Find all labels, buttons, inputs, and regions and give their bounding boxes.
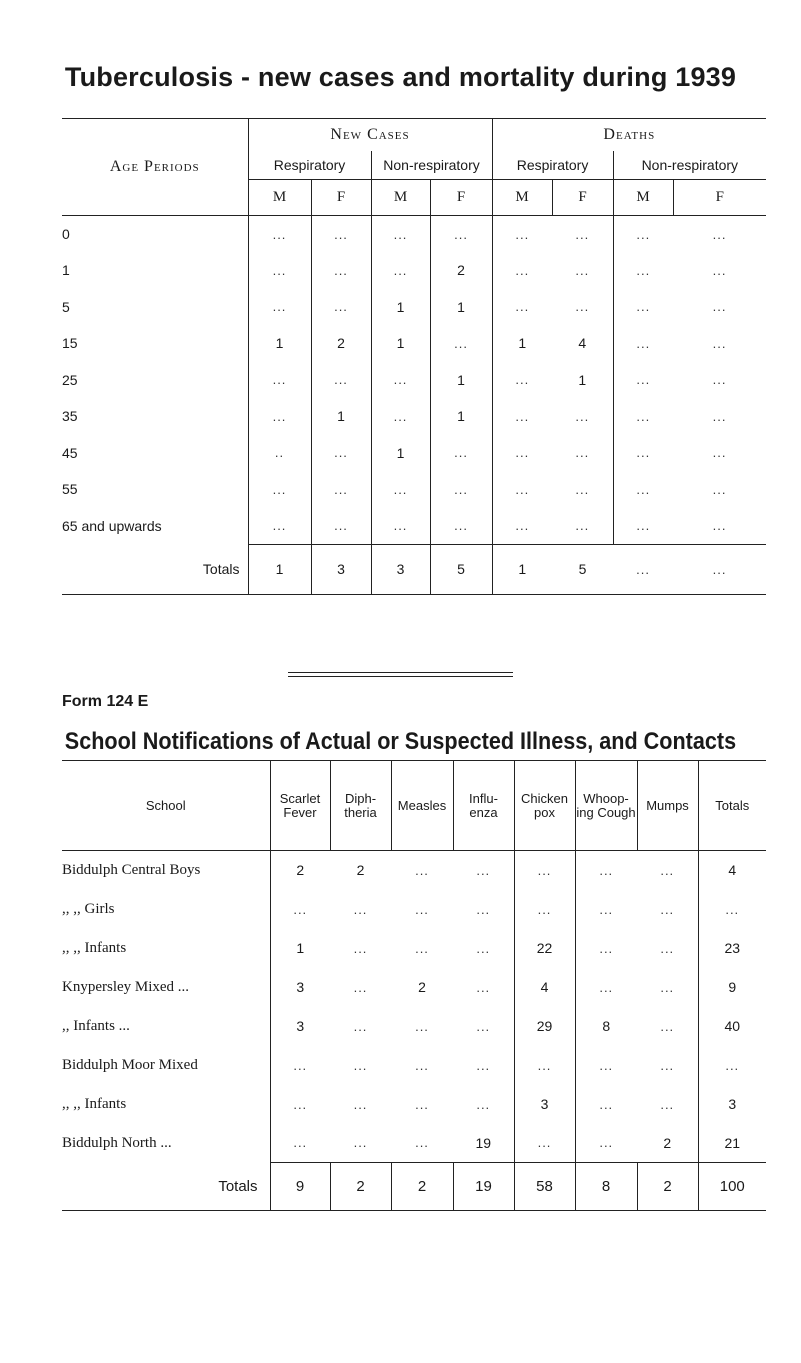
table-cell: ... bbox=[575, 1124, 637, 1163]
table-cell: ... bbox=[248, 216, 311, 253]
table-cell: ... bbox=[575, 968, 637, 1007]
age-period-label bbox=[62, 508, 248, 545]
table-cell: ... bbox=[430, 471, 492, 508]
sex-header: F bbox=[673, 180, 766, 216]
table-row bbox=[62, 252, 766, 289]
table-cell: ... bbox=[371, 362, 430, 399]
table-cell: ... bbox=[415, 1135, 429, 1151]
age-period-label bbox=[62, 325, 248, 362]
table-cell: 9 bbox=[698, 968, 766, 1007]
table-cell: ... bbox=[353, 979, 368, 995]
table-cell: 1 bbox=[430, 289, 492, 326]
age-period-label bbox=[62, 216, 248, 253]
age-period-text: 1 bbox=[62, 262, 70, 279]
total-cell: 58 bbox=[514, 1163, 575, 1211]
column-header: Measles bbox=[391, 761, 453, 851]
table-cell: ... bbox=[575, 481, 590, 497]
table-cell: ... bbox=[311, 471, 371, 508]
school-name: ,, ,, Girls bbox=[62, 900, 115, 917]
table-cell: ... bbox=[492, 289, 552, 326]
table-cell: 2 bbox=[430, 252, 492, 289]
table-cell: 1 bbox=[371, 289, 430, 326]
table-cell: 1 bbox=[578, 371, 587, 388]
table-cell: ... bbox=[492, 398, 552, 435]
table-cell: ... bbox=[492, 435, 552, 472]
age-period-label bbox=[62, 435, 248, 472]
table-cell: ... bbox=[712, 262, 727, 278]
total-cell: 1 bbox=[248, 544, 311, 594]
total-cell: 2 bbox=[637, 1163, 698, 1211]
tuberculosis-table bbox=[62, 118, 766, 595]
table-cell: ... bbox=[575, 518, 590, 533]
age-periods-header: Age Periods bbox=[62, 119, 248, 216]
table-cell: ... bbox=[514, 890, 575, 929]
table-cell: ... bbox=[712, 445, 727, 461]
table-cell: ... bbox=[575, 226, 590, 242]
table-cell: 1 bbox=[248, 325, 311, 362]
age-period-text: 65 and upwards bbox=[62, 517, 162, 534]
totals-label: Totals bbox=[62, 1163, 270, 1211]
total-cell: 19 bbox=[453, 1163, 514, 1211]
table-row bbox=[62, 1085, 766, 1124]
age-period-label bbox=[62, 471, 248, 508]
table-cell: 1 bbox=[371, 325, 430, 362]
table-cell: ... bbox=[613, 471, 673, 508]
age-period-text: 0 bbox=[62, 226, 70, 242]
table-cell: 29 bbox=[514, 1007, 575, 1046]
table-cell: ... bbox=[613, 508, 673, 545]
table-cell: ... bbox=[248, 252, 311, 289]
table-cell: 2 bbox=[663, 1134, 672, 1151]
total-cell: 2 bbox=[391, 1163, 453, 1211]
table-cell: 2 bbox=[311, 325, 371, 362]
table-cell: ... bbox=[311, 362, 371, 399]
table-cell: 1 bbox=[430, 362, 492, 399]
age-period-text: 5 bbox=[62, 298, 70, 315]
table-cell: 1 bbox=[492, 325, 552, 362]
column-header: Influ- enza bbox=[453, 761, 514, 851]
table-cell: ... bbox=[371, 471, 430, 508]
table-row bbox=[62, 289, 766, 326]
table-cell: 2 bbox=[270, 851, 330, 890]
table-row bbox=[62, 968, 766, 1007]
table-cell: ... bbox=[311, 216, 371, 253]
table-cell: ... bbox=[415, 1018, 429, 1034]
table-cell: 2 bbox=[356, 862, 365, 879]
separator-line bbox=[288, 672, 513, 673]
table-cell: ... bbox=[514, 851, 575, 890]
table-cell: 22 bbox=[514, 929, 575, 968]
age-period-text: 35 bbox=[62, 408, 78, 425]
sex-header: M bbox=[613, 180, 673, 216]
table-cell: ... bbox=[476, 1018, 491, 1034]
separator-line bbox=[288, 676, 513, 677]
table-cell: ... bbox=[712, 299, 727, 315]
table-row bbox=[62, 851, 766, 890]
age-period-label bbox=[62, 362, 248, 399]
table-cell: ... bbox=[492, 471, 552, 508]
school-name: ,, Infants ... bbox=[62, 1017, 130, 1034]
column-header: Chicken pox bbox=[514, 761, 575, 851]
column-header: Scarlet Fever bbox=[270, 761, 330, 851]
table-cell: ... bbox=[415, 940, 429, 956]
table-cell: ... bbox=[712, 226, 727, 242]
table-cell: ... bbox=[613, 325, 673, 362]
table-cell: ... bbox=[371, 508, 430, 545]
table-cell: ... bbox=[353, 1057, 368, 1073]
table-cell: ... bbox=[613, 289, 673, 326]
total-cell: 9 bbox=[270, 1163, 330, 1211]
total-cell: ... bbox=[673, 544, 766, 594]
table-cell: 2 bbox=[418, 979, 426, 995]
table-cell: ... bbox=[660, 1057, 675, 1073]
sex-header: F bbox=[552, 180, 613, 216]
table-cell: 3 bbox=[698, 1085, 766, 1124]
table-cell: ... bbox=[415, 901, 429, 917]
school-name: Biddulph Central Boys bbox=[62, 861, 201, 878]
table-cell: 3 bbox=[514, 1085, 575, 1124]
table-row bbox=[62, 471, 766, 508]
table-cell: ... bbox=[660, 1096, 675, 1112]
table-cell: ... bbox=[248, 289, 311, 326]
section-title: School Notifications of Actual or Suspected Illness, and Contacts bbox=[64, 728, 737, 755]
column-header: School bbox=[62, 761, 270, 851]
column-header: Whoop- ing Cough bbox=[575, 761, 637, 851]
table-cell: 1 bbox=[311, 398, 371, 435]
table-cell: ... bbox=[270, 1124, 330, 1163]
table-cell: ... bbox=[712, 372, 727, 388]
table-row bbox=[62, 398, 766, 435]
table-cell: ... bbox=[430, 325, 492, 362]
total-cell: 3 bbox=[311, 544, 371, 594]
table-cell: .. bbox=[248, 435, 311, 472]
table-cell: ... bbox=[371, 252, 430, 289]
age-period-label bbox=[62, 398, 248, 435]
table-cell: ... bbox=[248, 398, 311, 435]
table-cell: ... bbox=[514, 1046, 575, 1085]
table-cell: ... bbox=[613, 252, 673, 289]
table-cell: ... bbox=[311, 289, 371, 326]
table-cell: ... bbox=[514, 1124, 575, 1163]
school-notifications-table bbox=[62, 760, 766, 1211]
table-cell: ... bbox=[492, 216, 552, 253]
age-period-text: 15 bbox=[62, 335, 78, 352]
table-row bbox=[62, 890, 766, 929]
deaths-header: Deaths bbox=[492, 119, 766, 151]
total-cell: 2 bbox=[330, 1163, 391, 1211]
table-row bbox=[62, 1046, 766, 1085]
table-cell: ... bbox=[353, 1018, 368, 1034]
table-cell: 40 bbox=[698, 1007, 766, 1046]
table-cell: ... bbox=[476, 979, 491, 995]
table-cell: ... bbox=[476, 940, 491, 956]
table-cell: ... bbox=[575, 851, 637, 890]
table-cell: ... bbox=[430, 216, 492, 253]
table-cell: ... bbox=[476, 901, 491, 917]
deaths-non-respiratory-header: Non-respiratory bbox=[613, 151, 766, 180]
table-cell: ... bbox=[660, 979, 675, 995]
table-cell: 3 bbox=[270, 968, 330, 1007]
table-row bbox=[62, 929, 766, 968]
table-cell: ... bbox=[575, 890, 637, 929]
table-cell: ... bbox=[353, 901, 368, 917]
table-cell: ... bbox=[270, 1046, 330, 1085]
table-row bbox=[62, 508, 766, 545]
table-cell: ... bbox=[353, 1096, 368, 1112]
table-cell: ... bbox=[415, 1057, 429, 1073]
table-cell: ... bbox=[353, 1135, 368, 1151]
table-cell: ... bbox=[476, 1096, 491, 1112]
table-cell: ... bbox=[712, 408, 727, 424]
page-title: Tuberculosis - new cases and mortality during 1939 bbox=[64, 62, 737, 92]
new-respiratory-header: Respiratory bbox=[248, 151, 371, 180]
table-cell: ... bbox=[270, 1085, 330, 1124]
table-cell: ... bbox=[430, 435, 492, 472]
deaths-respiratory-header: Respiratory bbox=[492, 151, 613, 180]
table-cell: ... bbox=[270, 890, 330, 929]
table-row bbox=[62, 362, 766, 399]
table-row bbox=[62, 435, 766, 472]
column-header: Diph- theria bbox=[330, 761, 391, 851]
table-cell: ... bbox=[371, 398, 430, 435]
table-cell: ... bbox=[492, 508, 552, 545]
table-cell: ... bbox=[575, 1046, 637, 1085]
total-cell: 8 bbox=[575, 1163, 637, 1211]
table-cell: ... bbox=[698, 890, 766, 929]
table-row bbox=[62, 216, 766, 253]
table-cell: 1 bbox=[270, 929, 330, 968]
total-cell: 5 bbox=[430, 544, 492, 594]
age-period-text: 25 bbox=[62, 371, 78, 388]
totals-label: Totals bbox=[62, 544, 248, 594]
new-cases-header: New Cases bbox=[248, 119, 492, 151]
table-cell: 8 bbox=[575, 1007, 637, 1046]
table-cell: 3 bbox=[270, 1007, 330, 1046]
table-cell: ... bbox=[712, 518, 727, 533]
school-name: Biddulph Moor Mixed bbox=[62, 1056, 198, 1073]
table-cell: ... bbox=[613, 216, 673, 253]
table-row bbox=[62, 1007, 766, 1046]
total-cell: 1 bbox=[492, 544, 552, 594]
table-cell: 19 bbox=[475, 1134, 492, 1151]
form-label: Form 124 E bbox=[62, 693, 149, 710]
table-cell: ... bbox=[311, 508, 371, 545]
table-cell: 21 bbox=[698, 1124, 766, 1163]
table-cell: ... bbox=[613, 398, 673, 435]
total-cell: 3 bbox=[371, 544, 430, 594]
table-cell: ... bbox=[353, 940, 368, 956]
table-cell: ... bbox=[613, 362, 673, 399]
table-cell: ... bbox=[248, 471, 311, 508]
table-cell: ... bbox=[248, 362, 311, 399]
sex-header: M bbox=[371, 180, 430, 216]
table-cell: ... bbox=[575, 262, 590, 278]
table-cell: ... bbox=[660, 1018, 675, 1034]
sex-header: M bbox=[492, 180, 552, 216]
table-cell: ... bbox=[575, 929, 637, 968]
age-period-label bbox=[62, 252, 248, 289]
table-cell: ... bbox=[492, 252, 552, 289]
table-cell: 1 bbox=[430, 398, 492, 435]
table-cell: ... bbox=[613, 435, 673, 472]
table-cell: 4 bbox=[514, 968, 575, 1007]
total-cell: 5 bbox=[552, 544, 613, 594]
table-cell: 23 bbox=[698, 929, 766, 968]
table-row bbox=[62, 1124, 766, 1163]
table-cell: 4 bbox=[698, 851, 766, 890]
school-name: ,, ,, Infants bbox=[62, 1095, 127, 1112]
table-cell: ... bbox=[311, 435, 371, 472]
table-cell: ... bbox=[712, 481, 727, 497]
table-cell: ... bbox=[492, 362, 552, 399]
table-cell: ... bbox=[575, 445, 590, 461]
table-cell: ... bbox=[660, 862, 675, 878]
table-cell: ... bbox=[660, 940, 675, 956]
table-cell: ... bbox=[712, 335, 727, 351]
sex-header: M bbox=[248, 180, 311, 216]
table-cell: ... bbox=[575, 408, 590, 424]
total-cell: 100 bbox=[698, 1163, 766, 1211]
table-cell: ... bbox=[248, 508, 311, 545]
sex-header: F bbox=[311, 180, 371, 216]
table-cell: ... bbox=[476, 1057, 491, 1073]
table-row bbox=[62, 325, 766, 362]
table-cell: 4 bbox=[578, 335, 587, 352]
table-cell: ... bbox=[660, 901, 675, 917]
sex-header: F bbox=[430, 180, 492, 216]
new-non-respiratory-header: Non-respiratory bbox=[371, 151, 492, 180]
age-period-text: 55 bbox=[62, 481, 78, 498]
school-name: Biddulph North ... bbox=[62, 1134, 172, 1151]
age-period-text: 45 bbox=[62, 444, 78, 461]
table-cell: 1 bbox=[371, 435, 430, 472]
school-name: Knypersley Mixed ... bbox=[62, 978, 190, 995]
total-cell: ... bbox=[613, 544, 673, 594]
school-name: ,, ,, Infants bbox=[62, 939, 127, 956]
table-cell: ... bbox=[575, 299, 590, 315]
column-header: Mumps bbox=[637, 761, 698, 851]
table-cell: ... bbox=[371, 216, 430, 253]
table-cell: ... bbox=[698, 1046, 766, 1085]
column-header: Totals bbox=[698, 761, 766, 851]
table-cell: ... bbox=[415, 1096, 429, 1112]
table-cell: ... bbox=[575, 1085, 637, 1124]
table-cell: ... bbox=[311, 252, 371, 289]
table-cell: ... bbox=[430, 508, 492, 545]
table-cell: ... bbox=[476, 862, 491, 878]
table-cell: ... bbox=[415, 862, 429, 878]
age-period-label bbox=[62, 289, 248, 326]
